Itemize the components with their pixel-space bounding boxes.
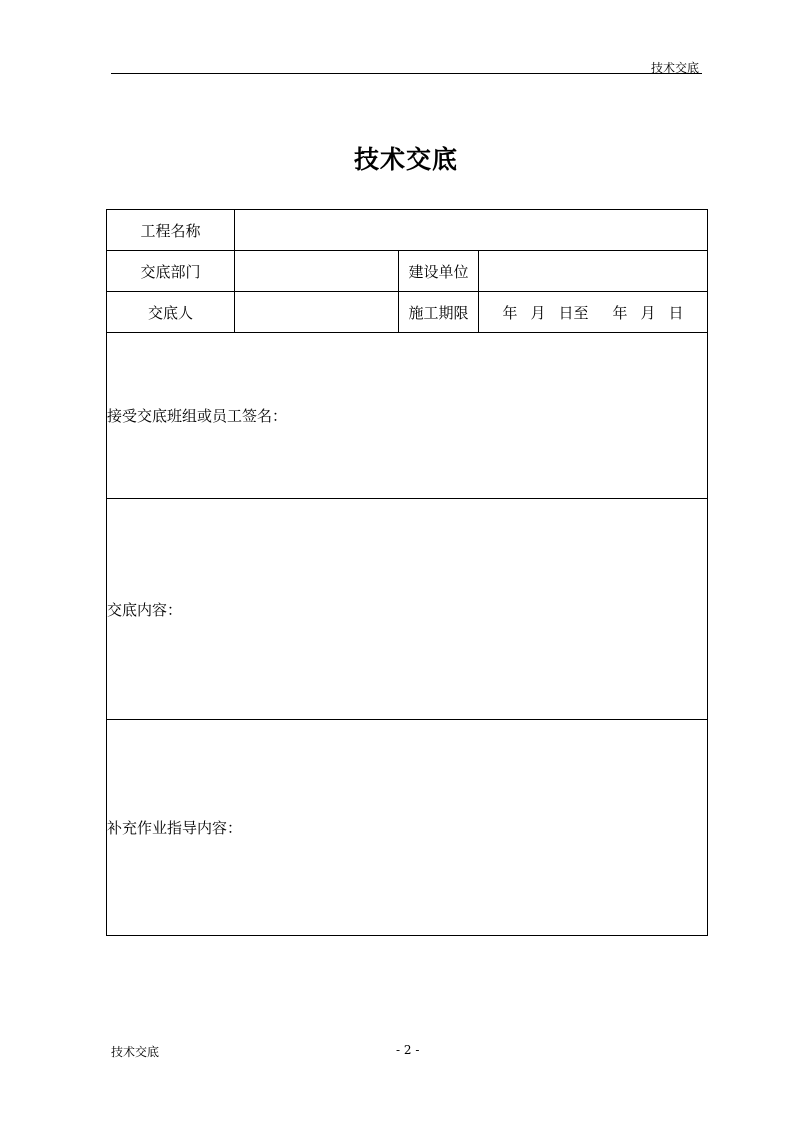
signature-area[interactable] (107, 333, 708, 499)
construction-unit-field[interactable] (479, 251, 708, 292)
department-label: 交底部门 (107, 251, 235, 292)
row-presenter (107, 292, 708, 333)
supplement-label: 补充作业指导内容： (107, 819, 243, 837)
period-label: 施工期限 (399, 292, 479, 333)
construction-unit-label: 建设单位 (399, 251, 479, 292)
signature-label: 接受交底班组或员工签名： (107, 407, 288, 425)
row-department (107, 251, 708, 292)
period-year-start: 年 (502, 303, 518, 322)
presenter-label: 交底人 (107, 292, 235, 333)
content-area[interactable] (107, 499, 708, 720)
document-title: 技术交底 (353, 145, 458, 174)
presenter-field[interactable] (235, 292, 399, 333)
supplement-area[interactable] (107, 720, 708, 936)
period-month-end: 月 (640, 303, 656, 322)
period-day-to: 日至 (558, 303, 589, 322)
footer-left-text: 技术交底 (111, 1045, 160, 1059)
content-label: 交底内容： (107, 600, 183, 619)
project-name-label: 工程名称 (107, 210, 235, 251)
page-number: - 2 - (396, 1043, 420, 1057)
row-project-name (107, 210, 708, 251)
handover-form-table (106, 209, 708, 936)
period-year-end: 年 (612, 303, 628, 322)
page-header-text: 技术交底 (650, 61, 699, 75)
period-day-end: 日 (668, 303, 684, 322)
header-rule (111, 73, 702, 74)
department-field[interactable] (235, 251, 399, 292)
row-supplement (107, 720, 708, 936)
row-content (107, 499, 708, 720)
period-field[interactable] (479, 292, 708, 333)
project-name-field[interactable] (235, 210, 708, 251)
period-month-start: 月 (530, 303, 546, 322)
row-signature (107, 333, 708, 499)
